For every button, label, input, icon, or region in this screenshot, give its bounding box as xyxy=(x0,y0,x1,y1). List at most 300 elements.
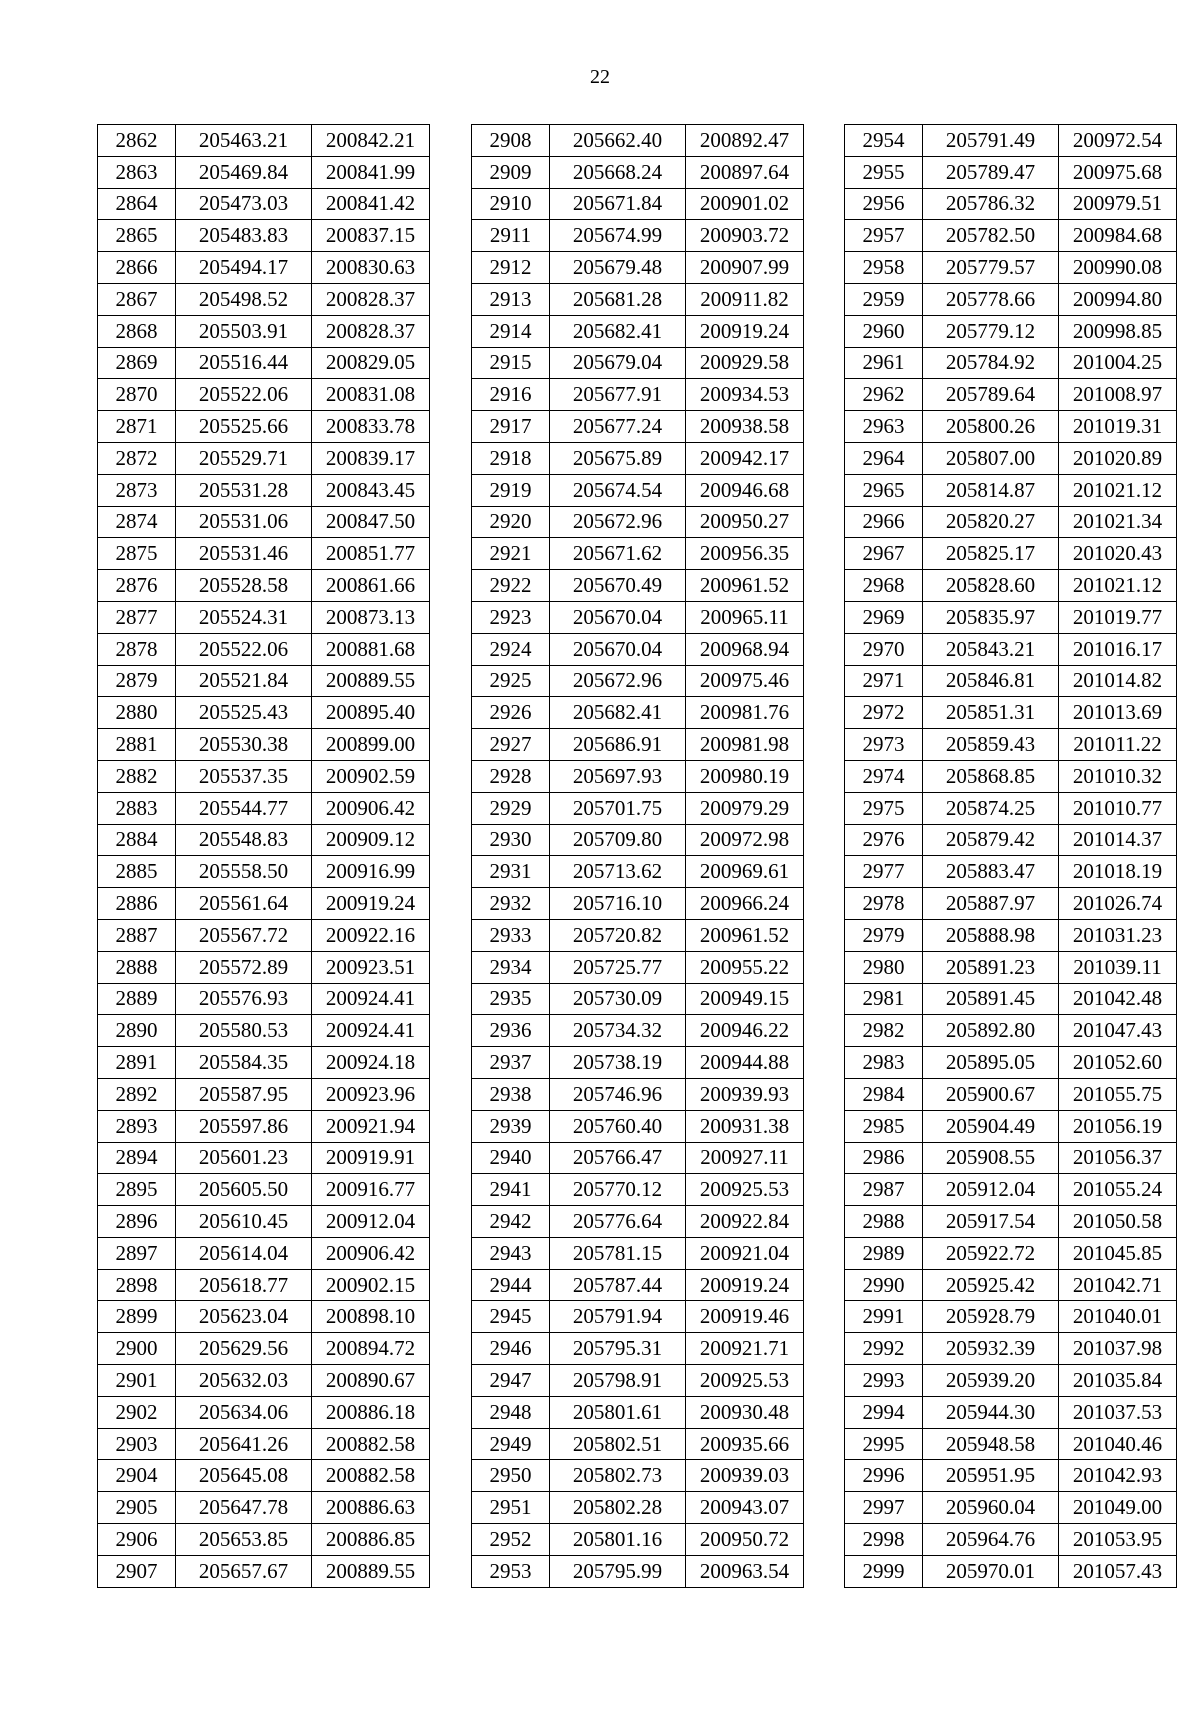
x-coordinate-cell: 205674.99 xyxy=(550,220,686,252)
x-coordinate-cell: 205789.64 xyxy=(923,379,1059,411)
point-number-cell: 2867 xyxy=(98,283,176,315)
point-number-cell: 2881 xyxy=(98,729,176,761)
table-row xyxy=(98,283,430,315)
table-row xyxy=(845,220,1177,252)
point-number-cell: 2885 xyxy=(98,856,176,888)
x-coordinate-cell: 205561.64 xyxy=(176,888,312,920)
y-coordinate-cell: 200961.52 xyxy=(686,919,804,951)
y-coordinate-cell: 201037.53 xyxy=(1059,1396,1177,1428)
point-number-cell: 2886 xyxy=(98,888,176,920)
y-coordinate-cell: 201018.19 xyxy=(1059,856,1177,888)
point-number-cell: 2974 xyxy=(845,760,923,792)
x-coordinate-cell: 205835.97 xyxy=(923,601,1059,633)
point-number-cell: 2976 xyxy=(845,824,923,856)
table-row xyxy=(845,1365,1177,1397)
x-coordinate-cell: 205900.67 xyxy=(923,1078,1059,1110)
y-coordinate-cell: 200921.94 xyxy=(312,1110,430,1142)
point-number-cell: 2990 xyxy=(845,1269,923,1301)
point-number-cell: 2972 xyxy=(845,697,923,729)
x-coordinate-cell: 205670.04 xyxy=(550,601,686,633)
point-number-cell: 2944 xyxy=(472,1269,550,1301)
point-number-cell: 2986 xyxy=(845,1142,923,1174)
y-coordinate-cell: 200922.16 xyxy=(312,919,430,951)
x-coordinate-cell: 205682.41 xyxy=(550,697,686,729)
x-coordinate-cell: 205970.01 xyxy=(923,1555,1059,1587)
y-coordinate-cell: 200919.91 xyxy=(312,1142,430,1174)
point-number-cell: 2926 xyxy=(472,697,550,729)
x-coordinate-cell: 205503.91 xyxy=(176,315,312,347)
x-coordinate-cell: 205779.57 xyxy=(923,252,1059,284)
point-number-cell: 2953 xyxy=(472,1555,550,1587)
table-row xyxy=(472,506,804,538)
y-coordinate-cell: 201004.25 xyxy=(1059,347,1177,379)
x-coordinate-cell: 205859.43 xyxy=(923,729,1059,761)
x-coordinate-cell: 205879.42 xyxy=(923,824,1059,856)
y-coordinate-cell: 201019.31 xyxy=(1059,411,1177,443)
x-coordinate-cell: 205629.56 xyxy=(176,1333,312,1365)
x-coordinate-cell: 205964.76 xyxy=(923,1524,1059,1556)
x-coordinate-cell: 205789.47 xyxy=(923,156,1059,188)
y-coordinate-cell: 200980.19 xyxy=(686,760,804,792)
table-row xyxy=(472,1269,804,1301)
y-coordinate-cell: 201021.12 xyxy=(1059,474,1177,506)
x-coordinate-cell: 205483.83 xyxy=(176,220,312,252)
x-coordinate-cell: 205770.12 xyxy=(550,1174,686,1206)
point-number-cell: 2942 xyxy=(472,1206,550,1238)
y-coordinate-cell: 200828.37 xyxy=(312,283,430,315)
y-coordinate-cell: 200851.77 xyxy=(312,538,430,570)
y-coordinate-cell: 200921.71 xyxy=(686,1333,804,1365)
y-coordinate-cell: 201035.84 xyxy=(1059,1365,1177,1397)
table-row xyxy=(98,156,430,188)
point-number-cell: 2966 xyxy=(845,506,923,538)
y-coordinate-cell: 201011.22 xyxy=(1059,729,1177,761)
table-row xyxy=(845,411,1177,443)
table-row xyxy=(845,697,1177,729)
table-row xyxy=(98,1206,430,1238)
table-row xyxy=(845,1396,1177,1428)
table-row xyxy=(98,125,430,157)
x-coordinate-cell: 205701.75 xyxy=(550,792,686,824)
y-coordinate-cell: 200882.58 xyxy=(312,1460,430,1492)
table-row xyxy=(472,601,804,633)
table-row xyxy=(472,125,804,157)
point-number-cell: 2923 xyxy=(472,601,550,633)
y-coordinate-cell: 200963.54 xyxy=(686,1555,804,1587)
point-number-cell: 2919 xyxy=(472,474,550,506)
y-coordinate-cell: 200946.22 xyxy=(686,1015,804,1047)
x-coordinate-cell: 205798.91 xyxy=(550,1365,686,1397)
point-number-cell: 2868 xyxy=(98,315,176,347)
table-row xyxy=(98,1269,430,1301)
y-coordinate-cell: 200938.58 xyxy=(686,411,804,443)
table-row xyxy=(472,1396,804,1428)
table-row xyxy=(472,315,804,347)
x-coordinate-cell: 205587.95 xyxy=(176,1078,312,1110)
point-number-cell: 2981 xyxy=(845,983,923,1015)
point-number-cell: 2904 xyxy=(98,1460,176,1492)
y-coordinate-cell: 200886.18 xyxy=(312,1396,430,1428)
table-row xyxy=(472,760,804,792)
x-coordinate-cell: 205801.16 xyxy=(550,1524,686,1556)
table-row xyxy=(98,1396,430,1428)
x-coordinate-cell: 205795.31 xyxy=(550,1333,686,1365)
x-coordinate-cell: 205657.67 xyxy=(176,1555,312,1587)
x-coordinate-cell: 205802.51 xyxy=(550,1428,686,1460)
table-row xyxy=(472,951,804,983)
x-coordinate-cell: 205530.38 xyxy=(176,729,312,761)
y-coordinate-cell: 200839.17 xyxy=(312,442,430,474)
point-number-cell: 2916 xyxy=(472,379,550,411)
x-coordinate-cell: 205734.32 xyxy=(550,1015,686,1047)
x-coordinate-cell: 205632.03 xyxy=(176,1365,312,1397)
table-row xyxy=(98,1237,430,1269)
y-coordinate-cell: 200916.77 xyxy=(312,1174,430,1206)
y-coordinate-cell: 200837.15 xyxy=(312,220,430,252)
point-number-cell: 2872 xyxy=(98,442,176,474)
point-number-cell: 2963 xyxy=(845,411,923,443)
y-coordinate-cell: 201014.37 xyxy=(1059,824,1177,856)
y-coordinate-cell: 200939.93 xyxy=(686,1078,804,1110)
x-coordinate-cell: 205843.21 xyxy=(923,633,1059,665)
y-coordinate-cell: 200927.11 xyxy=(686,1142,804,1174)
y-coordinate-cell: 200847.50 xyxy=(312,506,430,538)
y-coordinate-cell: 200911.82 xyxy=(686,283,804,315)
point-number-cell: 2871 xyxy=(98,411,176,443)
x-coordinate-cell: 205778.66 xyxy=(923,283,1059,315)
y-coordinate-cell: 201020.43 xyxy=(1059,538,1177,570)
x-coordinate-cell: 205944.30 xyxy=(923,1396,1059,1428)
table-row xyxy=(98,252,430,284)
y-coordinate-cell: 200901.02 xyxy=(686,188,804,220)
x-coordinate-cell: 205528.58 xyxy=(176,570,312,602)
y-coordinate-cell: 200903.72 xyxy=(686,220,804,252)
y-coordinate-cell: 201055.75 xyxy=(1059,1078,1177,1110)
table-row xyxy=(98,379,430,411)
point-number-cell: 2893 xyxy=(98,1110,176,1142)
x-coordinate-cell: 205558.50 xyxy=(176,856,312,888)
x-coordinate-cell: 205738.19 xyxy=(550,1047,686,1079)
x-coordinate-cell: 205572.89 xyxy=(176,951,312,983)
point-number-cell: 2901 xyxy=(98,1365,176,1397)
table-row xyxy=(98,1110,430,1142)
x-coordinate-cell: 205932.39 xyxy=(923,1333,1059,1365)
point-number-cell: 2873 xyxy=(98,474,176,506)
point-number-cell: 2931 xyxy=(472,856,550,888)
x-coordinate-cell: 205851.31 xyxy=(923,697,1059,729)
y-coordinate-cell: 200944.88 xyxy=(686,1047,804,1079)
y-coordinate-cell: 201050.58 xyxy=(1059,1206,1177,1238)
table-row xyxy=(98,1047,430,1079)
table-row xyxy=(98,665,430,697)
x-coordinate-cell: 205623.04 xyxy=(176,1301,312,1333)
x-coordinate-cell: 205912.04 xyxy=(923,1174,1059,1206)
y-coordinate-cell: 200994.80 xyxy=(1059,283,1177,315)
table-row xyxy=(98,347,430,379)
y-coordinate-cell: 201047.43 xyxy=(1059,1015,1177,1047)
y-coordinate-cell: 200924.18 xyxy=(312,1047,430,1079)
y-coordinate-cell: 200898.10 xyxy=(312,1301,430,1333)
table-row xyxy=(845,601,1177,633)
coordinate-table-2 xyxy=(471,124,804,1588)
coordinate-table-1 xyxy=(97,124,430,1588)
y-coordinate-cell: 201045.85 xyxy=(1059,1237,1177,1269)
y-coordinate-cell: 200939.03 xyxy=(686,1460,804,1492)
point-number-cell: 2938 xyxy=(472,1078,550,1110)
point-number-cell: 2891 xyxy=(98,1047,176,1079)
y-coordinate-cell: 200890.67 xyxy=(312,1365,430,1397)
point-number-cell: 2928 xyxy=(472,760,550,792)
table-row xyxy=(98,1142,430,1174)
y-coordinate-cell: 200943.07 xyxy=(686,1492,804,1524)
point-number-cell: 2913 xyxy=(472,283,550,315)
table-row xyxy=(845,156,1177,188)
y-coordinate-cell: 200922.84 xyxy=(686,1206,804,1238)
y-coordinate-cell: 200981.98 xyxy=(686,729,804,761)
table-row xyxy=(98,888,430,920)
x-coordinate-cell: 205529.71 xyxy=(176,442,312,474)
table-row xyxy=(845,1110,1177,1142)
y-coordinate-cell: 200949.15 xyxy=(686,983,804,1015)
y-coordinate-cell: 200950.27 xyxy=(686,506,804,538)
x-coordinate-cell: 205525.43 xyxy=(176,697,312,729)
y-coordinate-cell: 200950.72 xyxy=(686,1524,804,1556)
point-number-cell: 2874 xyxy=(98,506,176,538)
point-number-cell: 2900 xyxy=(98,1333,176,1365)
table-row xyxy=(472,442,804,474)
x-coordinate-cell: 205791.94 xyxy=(550,1301,686,1333)
x-coordinate-cell: 205516.44 xyxy=(176,347,312,379)
x-coordinate-cell: 205670.49 xyxy=(550,570,686,602)
table-row xyxy=(98,1174,430,1206)
point-number-cell: 2952 xyxy=(472,1524,550,1556)
x-coordinate-cell: 205662.40 xyxy=(550,125,686,157)
y-coordinate-cell: 200931.38 xyxy=(686,1110,804,1142)
point-number-cell: 2943 xyxy=(472,1237,550,1269)
table-row xyxy=(472,1174,804,1206)
y-coordinate-cell: 200912.04 xyxy=(312,1206,430,1238)
y-coordinate-cell: 200841.99 xyxy=(312,156,430,188)
table-row xyxy=(845,1047,1177,1079)
table-row xyxy=(472,1206,804,1238)
point-number-cell: 2994 xyxy=(845,1396,923,1428)
point-number-cell: 2957 xyxy=(845,220,923,252)
y-coordinate-cell: 200972.54 xyxy=(1059,125,1177,157)
table-row xyxy=(98,1555,430,1587)
x-coordinate-cell: 205846.81 xyxy=(923,665,1059,697)
y-coordinate-cell: 201014.82 xyxy=(1059,665,1177,697)
table-row xyxy=(472,697,804,729)
point-number-cell: 2878 xyxy=(98,633,176,665)
x-coordinate-cell: 205618.77 xyxy=(176,1269,312,1301)
table-row xyxy=(472,1524,804,1556)
table-row xyxy=(98,1301,430,1333)
table-row xyxy=(98,792,430,824)
point-number-cell: 2918 xyxy=(472,442,550,474)
x-coordinate-cell: 205720.82 xyxy=(550,919,686,951)
x-coordinate-cell: 205925.42 xyxy=(923,1269,1059,1301)
x-coordinate-cell: 205537.35 xyxy=(176,760,312,792)
table-row xyxy=(472,633,804,665)
y-coordinate-cell: 200979.51 xyxy=(1059,188,1177,220)
point-number-cell: 2945 xyxy=(472,1301,550,1333)
point-number-cell: 2902 xyxy=(98,1396,176,1428)
table-row xyxy=(472,1110,804,1142)
table-row xyxy=(472,283,804,315)
point-number-cell: 2877 xyxy=(98,601,176,633)
y-coordinate-cell: 201019.77 xyxy=(1059,601,1177,633)
table-row xyxy=(472,474,804,506)
point-number-cell: 2988 xyxy=(845,1206,923,1238)
y-coordinate-cell: 201042.48 xyxy=(1059,983,1177,1015)
table-row xyxy=(845,633,1177,665)
y-coordinate-cell: 201013.69 xyxy=(1059,697,1177,729)
x-coordinate-cell: 205653.85 xyxy=(176,1524,312,1556)
point-number-cell: 2975 xyxy=(845,792,923,824)
y-coordinate-cell: 200842.21 xyxy=(312,125,430,157)
x-coordinate-cell: 205531.46 xyxy=(176,538,312,570)
y-coordinate-cell: 200966.24 xyxy=(686,888,804,920)
table-row xyxy=(472,1078,804,1110)
x-coordinate-cell: 205567.72 xyxy=(176,919,312,951)
x-coordinate-cell: 205531.06 xyxy=(176,506,312,538)
point-number-cell: 2932 xyxy=(472,888,550,920)
y-coordinate-cell: 200833.78 xyxy=(312,411,430,443)
point-number-cell: 2969 xyxy=(845,601,923,633)
x-coordinate-cell: 205522.06 xyxy=(176,379,312,411)
x-coordinate-cell: 205787.44 xyxy=(550,1269,686,1301)
table-row xyxy=(98,220,430,252)
table-row xyxy=(472,347,804,379)
y-coordinate-cell: 200882.58 xyxy=(312,1428,430,1460)
x-coordinate-cell: 205960.04 xyxy=(923,1492,1059,1524)
x-coordinate-cell: 205825.17 xyxy=(923,538,1059,570)
point-number-cell: 2896 xyxy=(98,1206,176,1238)
table-row xyxy=(472,1460,804,1492)
point-number-cell: 2920 xyxy=(472,506,550,538)
point-number-cell: 2982 xyxy=(845,1015,923,1047)
table-row xyxy=(98,1428,430,1460)
point-number-cell: 2964 xyxy=(845,442,923,474)
point-number-cell: 2951 xyxy=(472,1492,550,1524)
y-coordinate-cell: 200919.24 xyxy=(686,1269,804,1301)
y-coordinate-cell: 201040.01 xyxy=(1059,1301,1177,1333)
point-number-cell: 2897 xyxy=(98,1237,176,1269)
point-number-cell: 2934 xyxy=(472,951,550,983)
x-coordinate-cell: 205746.96 xyxy=(550,1078,686,1110)
point-number-cell: 2922 xyxy=(472,570,550,602)
point-number-cell: 2915 xyxy=(472,347,550,379)
point-number-cell: 2970 xyxy=(845,633,923,665)
x-coordinate-cell: 205781.15 xyxy=(550,1237,686,1269)
x-coordinate-cell: 205791.49 xyxy=(923,125,1059,157)
table-row xyxy=(472,252,804,284)
x-coordinate-cell: 205784.92 xyxy=(923,347,1059,379)
x-coordinate-cell: 205525.66 xyxy=(176,411,312,443)
point-number-cell: 2914 xyxy=(472,315,550,347)
table-row xyxy=(845,888,1177,920)
point-number-cell: 2865 xyxy=(98,220,176,252)
y-coordinate-cell: 200906.42 xyxy=(312,1237,430,1269)
y-coordinate-cell: 200921.04 xyxy=(686,1237,804,1269)
x-coordinate-cell: 205544.77 xyxy=(176,792,312,824)
x-coordinate-cell: 205672.96 xyxy=(550,506,686,538)
y-coordinate-cell: 200906.42 xyxy=(312,792,430,824)
x-coordinate-cell: 205675.89 xyxy=(550,442,686,474)
table-row xyxy=(472,1301,804,1333)
x-coordinate-cell: 205928.79 xyxy=(923,1301,1059,1333)
x-coordinate-cell: 205524.31 xyxy=(176,601,312,633)
x-coordinate-cell: 205672.96 xyxy=(550,665,686,697)
y-coordinate-cell: 200894.72 xyxy=(312,1333,430,1365)
point-number-cell: 2941 xyxy=(472,1174,550,1206)
point-number-cell: 2962 xyxy=(845,379,923,411)
point-number-cell: 2889 xyxy=(98,983,176,1015)
point-number-cell: 2875 xyxy=(98,538,176,570)
y-coordinate-cell: 201042.93 xyxy=(1059,1460,1177,1492)
table-row xyxy=(472,1047,804,1079)
table-row xyxy=(472,1237,804,1269)
y-coordinate-cell: 200925.53 xyxy=(686,1174,804,1206)
point-number-cell: 2950 xyxy=(472,1460,550,1492)
x-coordinate-cell: 205677.91 xyxy=(550,379,686,411)
table-row xyxy=(845,1555,1177,1587)
table-row xyxy=(845,856,1177,888)
table-row xyxy=(98,1015,430,1047)
point-number-cell: 2911 xyxy=(472,220,550,252)
point-number-cell: 2987 xyxy=(845,1174,923,1206)
y-coordinate-cell: 200899.00 xyxy=(312,729,430,761)
x-coordinate-cell: 205779.12 xyxy=(923,315,1059,347)
page-number: 22 xyxy=(590,66,610,88)
table-row xyxy=(98,315,430,347)
y-coordinate-cell: 201037.98 xyxy=(1059,1333,1177,1365)
y-coordinate-cell: 200902.59 xyxy=(312,760,430,792)
y-coordinate-cell: 200907.99 xyxy=(686,252,804,284)
table-row xyxy=(845,760,1177,792)
table-row xyxy=(472,824,804,856)
y-coordinate-cell: 201020.89 xyxy=(1059,442,1177,474)
x-coordinate-cell: 205463.21 xyxy=(176,125,312,157)
table-row xyxy=(98,538,430,570)
table-row xyxy=(98,1524,430,1556)
y-coordinate-cell: 200886.63 xyxy=(312,1492,430,1524)
x-coordinate-cell: 205725.77 xyxy=(550,951,686,983)
x-coordinate-cell: 205681.28 xyxy=(550,283,686,315)
coordinate-table-3 xyxy=(844,124,1177,1588)
table-row xyxy=(98,442,430,474)
point-number-cell: 2917 xyxy=(472,411,550,443)
point-number-cell: 2933 xyxy=(472,919,550,951)
x-coordinate-cell: 205917.54 xyxy=(923,1206,1059,1238)
table-row xyxy=(845,1015,1177,1047)
y-coordinate-cell: 200942.17 xyxy=(686,442,804,474)
table-row xyxy=(845,983,1177,1015)
point-number-cell: 2995 xyxy=(845,1428,923,1460)
point-number-cell: 2936 xyxy=(472,1015,550,1047)
x-coordinate-cell: 205874.25 xyxy=(923,792,1059,824)
x-coordinate-cell: 205814.87 xyxy=(923,474,1059,506)
table-row xyxy=(845,347,1177,379)
table-row xyxy=(845,315,1177,347)
table-row xyxy=(845,824,1177,856)
table-row xyxy=(845,1269,1177,1301)
y-coordinate-cell: 201021.12 xyxy=(1059,570,1177,602)
table-row xyxy=(845,442,1177,474)
point-number-cell: 2949 xyxy=(472,1428,550,1460)
y-coordinate-cell: 200841.42 xyxy=(312,188,430,220)
y-coordinate-cell: 201031.23 xyxy=(1059,919,1177,951)
